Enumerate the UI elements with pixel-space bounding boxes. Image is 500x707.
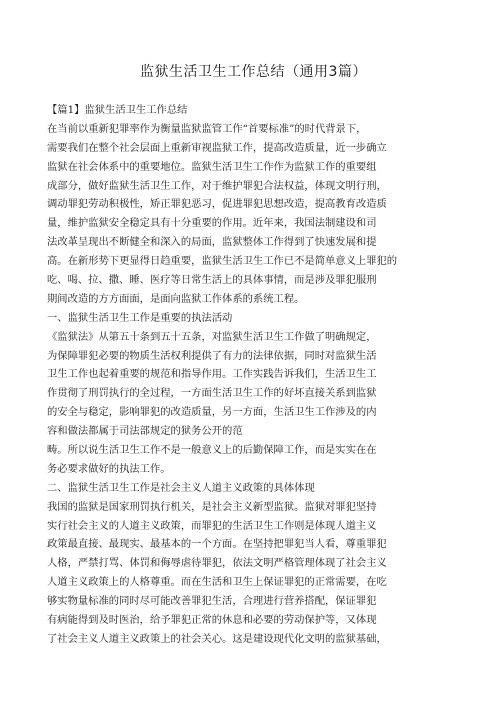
text-line: 【篇1】监狱生活卫生工作总结 [47, 104, 188, 116]
text-line: 有病能得到及时医治，给予罪犯正常的休息和必要的劳动保护等，又体现 [47, 614, 377, 627]
text-line: 人格，严禁打骂、体罚和侮辱虐待罪犯，依法文明严格管理体现了社会主义 [47, 557, 387, 570]
text-line: 期间改造的方方面面，是面向监狱工作体系的系统工程。 [47, 292, 305, 305]
text-line: 需要我们在整个社会层面上重新审视监狱工作，提高改造质量，近一步确立 [47, 141, 387, 154]
text-line: 作贯彻了刑罚执行的全过程，一方面生活卫生工作的好坏直接关系到监狱 [47, 387, 377, 400]
text-line: 实行社会主义的人道主义政策，而罪犯的生活卫生工作则是体现人道主义 [47, 519, 377, 532]
text-line: 畴。所以说生活卫生工作不是一般意义上的后勤保障工作，而是实实在在 [47, 444, 377, 457]
text-line: 容和做法都属于司法部规定的狱务公开的范 [47, 425, 243, 438]
text-line: 在当前以重新犯罪率作为衡量监狱监管工作“首要标准”的时代背景下， [47, 122, 367, 135]
text-line: 高。在新形势下更显得日趋重要，监狱生活卫生工作已不是简单意义上罪犯的 [47, 255, 398, 268]
text-line: 为保障罪犯必要的物质生活权利提供了有力的法律依据，同时对监狱生活 [47, 349, 377, 362]
text-line: 量，维护监狱安全稳定具有十分重要的作用。近年来，我国法制建设和司 [47, 217, 377, 230]
text-line: 监狱在社会体系中的重要地位。监狱生活卫生工作作为监狱工作的重要组 [47, 160, 377, 173]
text-line: 二、监狱生活卫生工作是社会主义人道主义政策的具体体现 [47, 481, 315, 494]
text-line: 法改革呈现出不断健全和深入的局面，监狱整体工作得到了快速发展和提 [47, 236, 377, 249]
text-line: 的安全与稳定，影响罪犯的改造质量，另一方面，生活卫生工作涉及的内 [47, 406, 377, 419]
text-line: 调动罪犯劳动积极性，矫正罪犯恶习，促进罪犯思想改造，提高教育改造质 [47, 198, 387, 211]
text-line: 一、监狱生活卫生工作是重要的执法活动 [47, 311, 233, 324]
text-line: 成部分，做好监狱生活卫生工作，对于维护罪犯合法权益，体现文明行刑， [47, 179, 387, 192]
document-body [47, 101, 460, 649]
text-line: 我国的监狱是国家刑罚执行机关，是社会主义新型监狱。监狱对罪犯坚持 [47, 500, 377, 513]
text-line: 人道主义政策上的人格尊重。而在生活和卫生上保证罪犯的正常需要，在吃 [47, 576, 387, 589]
text-line: 了社会主义人道主义政策上的社会关心。这是建设现代化文明的监狱基础， [47, 632, 387, 645]
text-line: 务必要求做好的执法工作。 [47, 462, 171, 475]
text-line: 政策最直接、最现实、最基本的一个方面。在坚持把罪犯当人看，尊重罪犯 [47, 538, 387, 551]
text-line: 吃、喝、拉、撒、睡、医疗等日常生活上的具体事情，而是涉及罪犯服刑 [47, 274, 377, 287]
document-title: 监狱生活卫生工作总结（通用3篇） [140, 64, 367, 80]
text-line: 够实物量标准的同时尽可能改善罪犯生活，合理进行营养搭配，保证罪犯 [47, 595, 377, 608]
text-line: 《监狱法》从第五十条到五十五条，对监狱生活卫生工作做了明确规定， [47, 330, 377, 343]
text-line: 卫生工作也起着重要的规范和指导作用。工作实践告诉我们，生活卫生工 [47, 368, 377, 381]
